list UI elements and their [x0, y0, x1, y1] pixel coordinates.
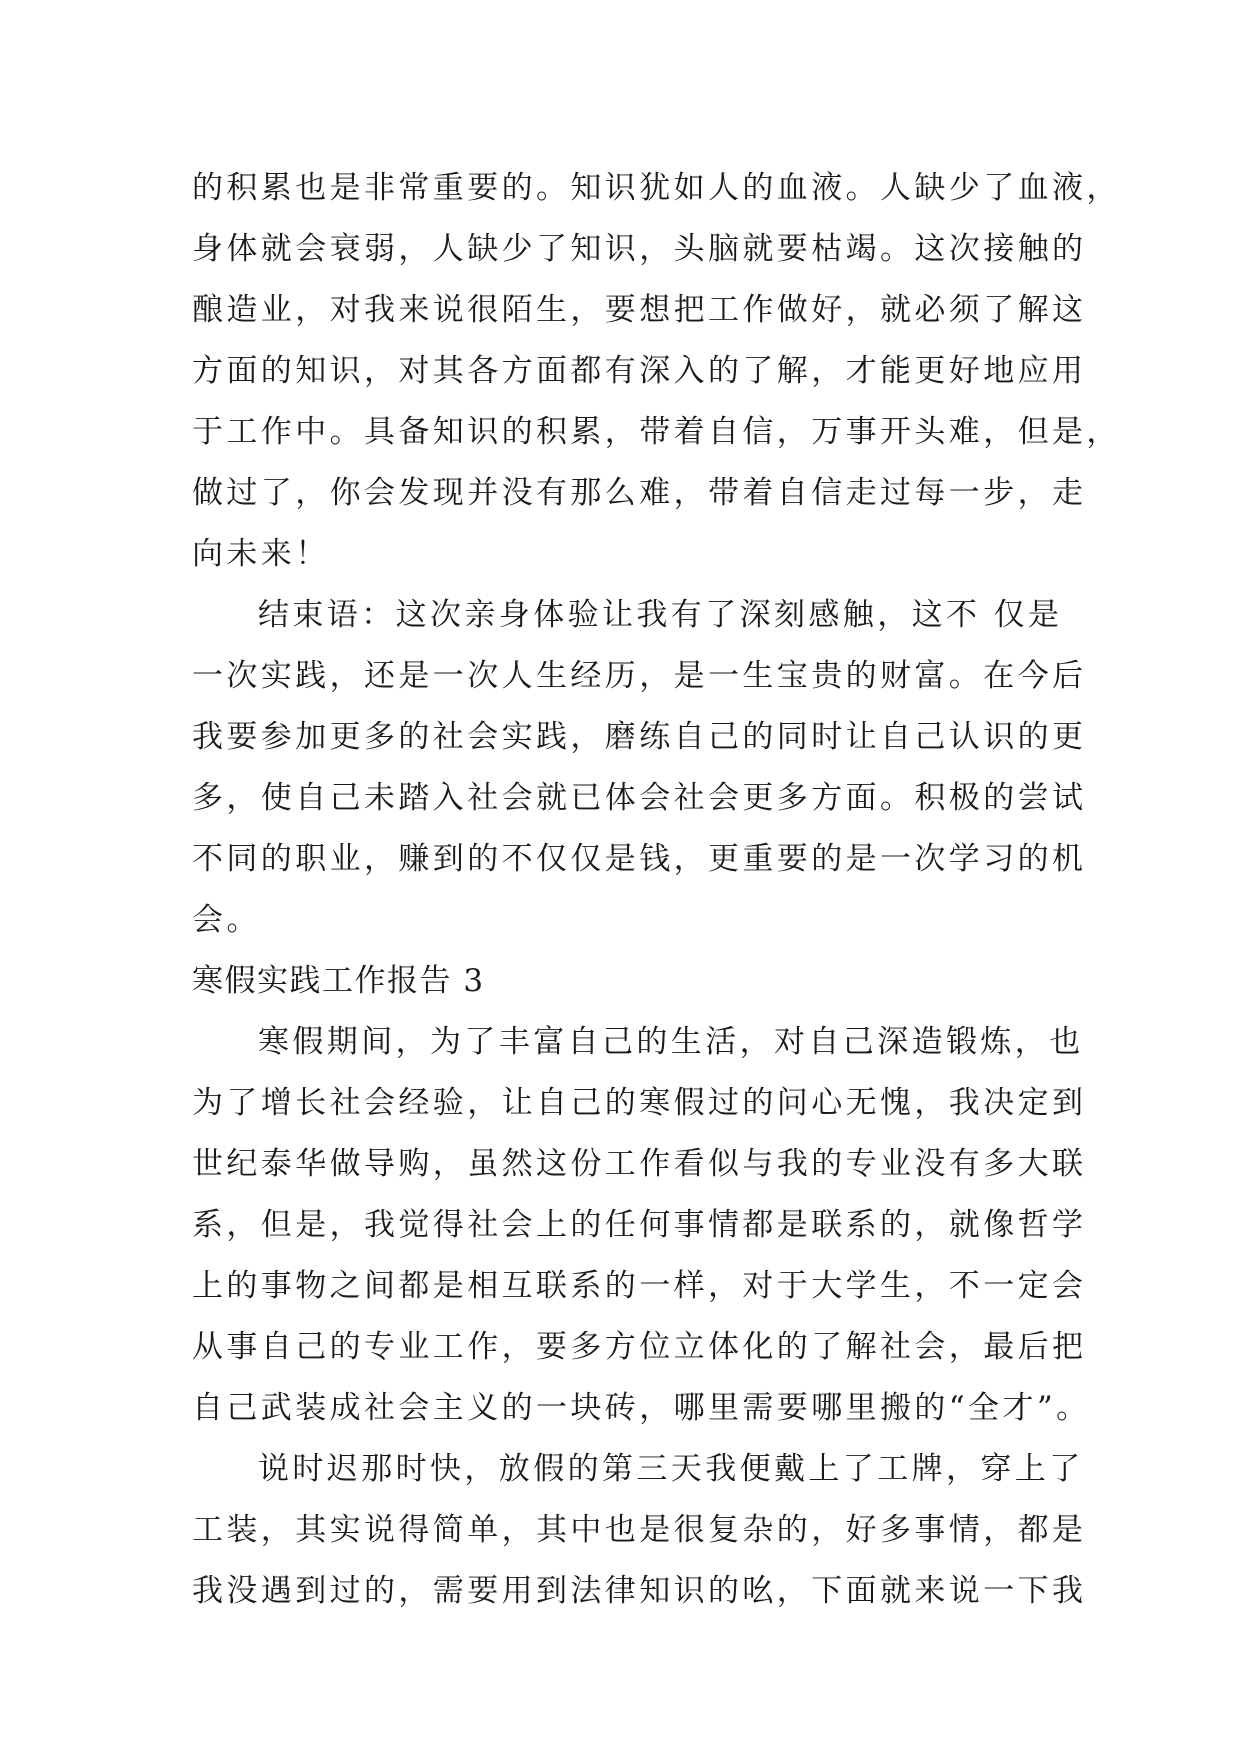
text-line: 于工作中。具备知识的积累，带着自信，万事开头难，但是，: [192, 414, 1121, 450]
text-line: 结束语：这次亲身体验让我有了深刻感触，这不 仅是: [258, 597, 1063, 633]
text-line: 酿造业，对我来说很陌生，要想把工作做好，就必须了解这: [192, 292, 1087, 328]
text-line: 工装，其实说得简单，其中也是很复杂的，好多事情，都是: [192, 1512, 1087, 1548]
text-line: 方面的知识，对其各方面都有深入的了解，才能更好地应用: [192, 353, 1087, 389]
text-line: 从事自己的专业工作，要多方位立体化的了解社会，最后把: [192, 1329, 1087, 1365]
document-body: [192, 158, 1121, 1622]
text-line: 说时迟那时快，放假的第三天我便戴上了工牌，穿上了: [258, 1451, 1084, 1487]
paragraph-conclusion: [192, 585, 1087, 951]
text-line: 做过了，你会发现并没有那么难，带着自信走过每一步，走: [192, 475, 1087, 511]
text-line: 我要参加更多的社会实践，磨练自己的同时让自己认识的更: [192, 719, 1087, 755]
paragraph-knowledge: [192, 158, 1121, 585]
section-title: 寒假实践工作报告 3: [192, 963, 485, 999]
text-line: 我没遇到过的，需要用到法律知识的吆，下面就来说一下我: [192, 1573, 1087, 1609]
paragraph-first-day: [192, 1439, 1087, 1622]
paragraph-intro: [192, 1012, 1091, 1439]
text-line: 世纪泰华做导购，虽然这份工作看似与我的专业没有多大联: [192, 1146, 1087, 1182]
text-line: 自己武装成社会主义的一块砖，哪里需要哪里搬的“全才”。: [192, 1390, 1091, 1426]
text-line: 系，但是，我觉得社会上的任何事情都是联系的，就像哲学: [192, 1207, 1087, 1243]
text-line: 身体就会衰弱，人缺少了知识，头脑就要枯竭。这次接触的: [192, 231, 1087, 267]
text-line: 一次实践，还是一次人生经历，是一生宝贵的财富。在今后: [192, 658, 1087, 694]
text-line: 上的事物之间都是相互联系的一样，对于大学生，不一定会: [192, 1268, 1087, 1304]
text-line: 寒假期间，为了丰富自己的生活，对自己深造锻炼，也: [258, 1024, 1084, 1060]
text-line: 多，使自己未踏入社会就已体会社会更多方面。积极的尝试: [192, 780, 1087, 816]
text-line: 向未来！: [192, 536, 330, 572]
text-line: 不同的职业，赚到的不仅仅是钱，更重要的是一次学习的机: [192, 841, 1087, 877]
text-line: 的积累也是非常重要的。知识犹如人的血液。人缺少了血液，: [192, 170, 1121, 206]
section-heading: [192, 951, 1054, 1012]
text-line: 会。: [192, 902, 261, 938]
text-line: 为了增长社会经验，让自己的寒假过的问心无愧，我决定到: [192, 1085, 1087, 1121]
